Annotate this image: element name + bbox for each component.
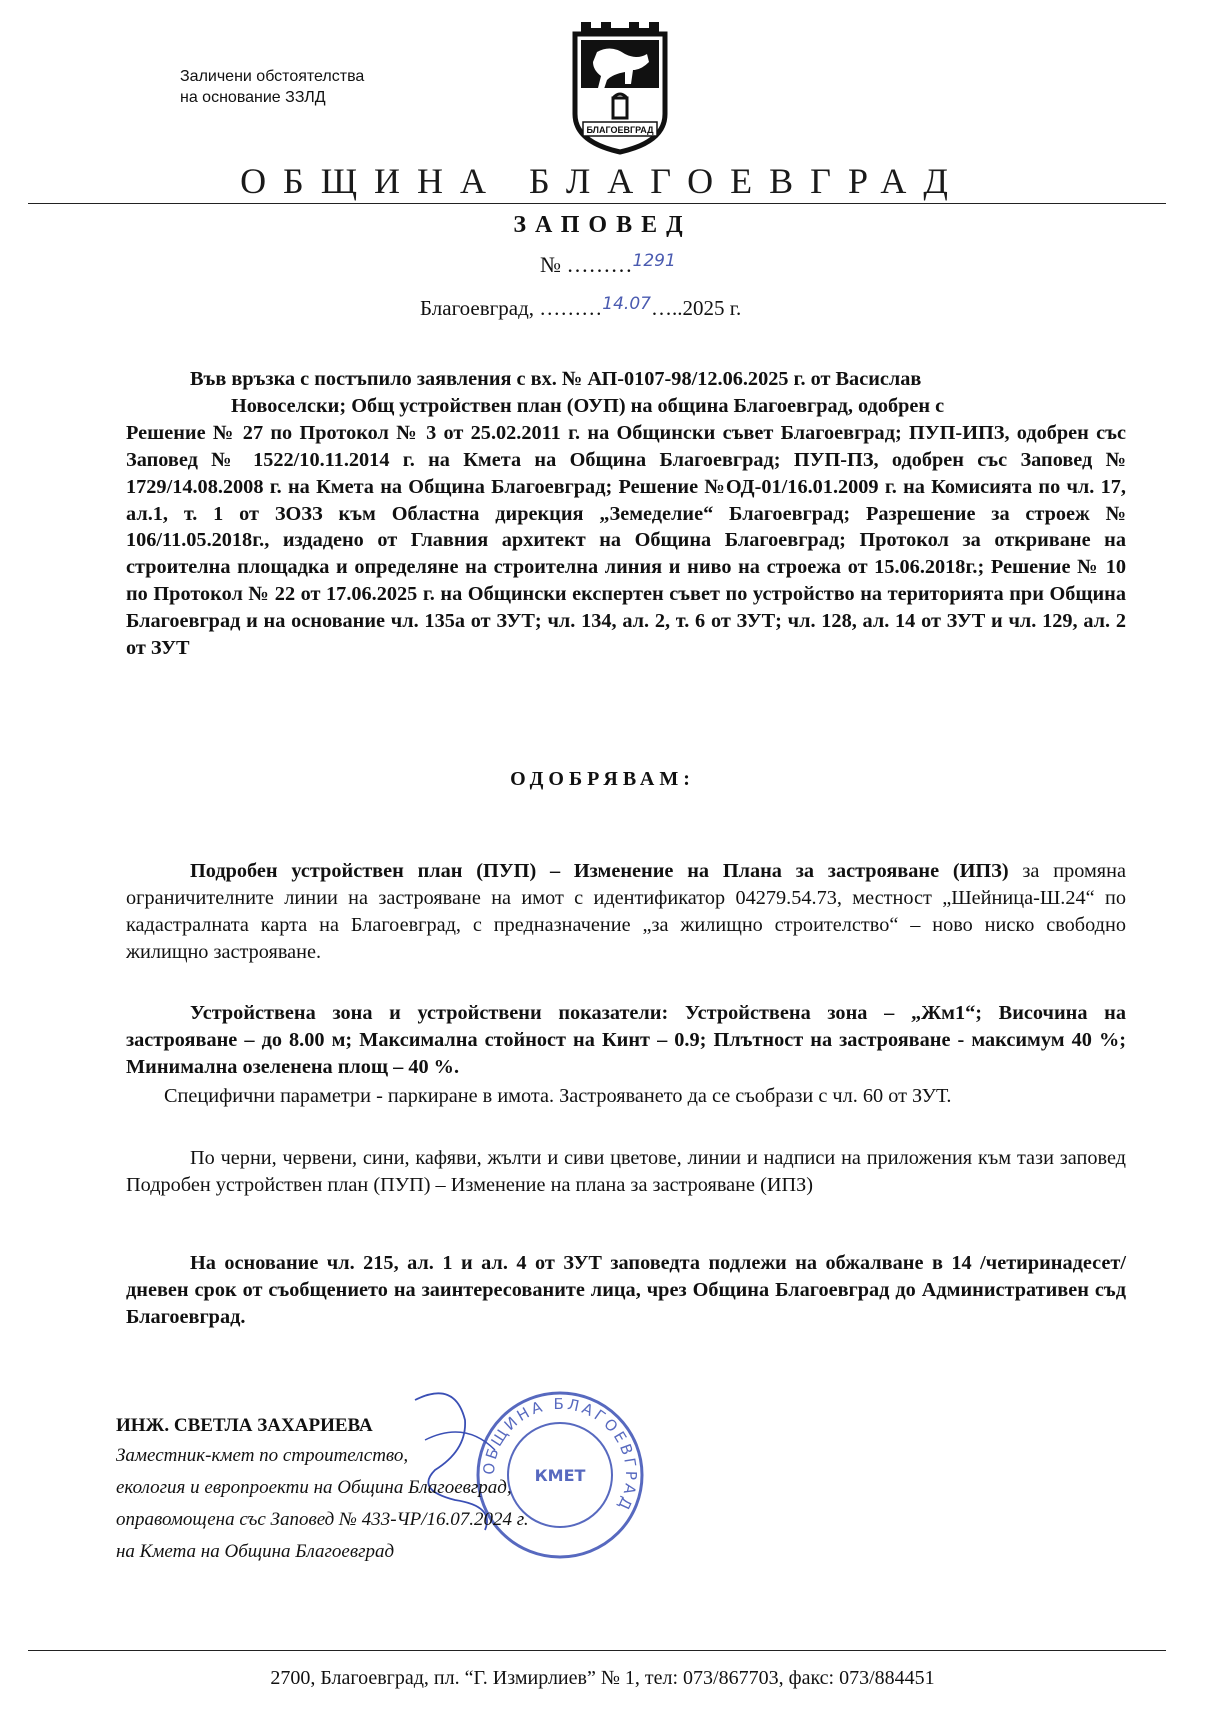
- order-title: ЗАПОВЕД: [513, 212, 692, 238]
- crest-label: БЛАГОЕВГРАД: [586, 125, 654, 135]
- approve-heading: ОДОБРЯВАМ:: [510, 768, 695, 790]
- footer-divider: [28, 1650, 1166, 1651]
- footer-address: 2700, Благоевград, пл. “Г. Измирлиев” № 1, тел: 073/867703, факс: 073/884451: [270, 1667, 935, 1689]
- stamp-center-text: КМЕТ: [534, 1466, 586, 1485]
- order-number: [540, 252, 676, 278]
- municipality-title: ОБЩИНА БЛАГОЕВГРАД: [240, 161, 965, 201]
- redaction-note-line2: на основание ЗЗЛД: [180, 89, 326, 106]
- appeal-paragraph: На основание чл. 215, ал. 1 и ал. 4 от ЗУТ заповедта подлежи на обжалване в 14 /четиринадесет/ дневен срок от съобщението на заинтересованите лица, чрез Община Благоевград до Административен съд Благоевград.: [126, 1252, 1126, 1328]
- order-date-prefix: Благоевград, ………: [420, 296, 603, 320]
- plan-normal-part: за промяна ограничителните линии на застрояване на имот с идентификатор 04279.54.73, местност „Шейница-Ш.24“ по кадастралната карта на Благоевград, с предназначение „за жилищно строителство“ – ново ниско свободно жилищно застрояване.: [126, 860, 1126, 963]
- colors-note: По черни, червени, сини, кафяви, жълти и сиви цветове, линии и надписи на приложения към тази заповед Подробен устройствен план (ПУП) – Изменение на плана за застрояване (ИПЗ): [126, 1147, 1126, 1196]
- order-number-prefix: № ………: [540, 252, 633, 277]
- coat-of-arms-icon: [567, 18, 673, 156]
- zone-paragraph: Устройствена зона и устройствени показатели: Устройствена зона – „Жм1“; Височина на застрояване – до 8.00 м; Максимална стойност на Кинт – 0.9; Плътност на застрояване - максимум 40 %; Минимална озеленена площ – 40 %.: [126, 1002, 1126, 1078]
- header-divider: [28, 203, 1166, 204]
- signatory-line4: на Кмета на Община Благоевград: [116, 1541, 395, 1562]
- preamble: [126, 366, 1126, 662]
- preamble-body: Решение № 27 по Протокол № 3 от 25.02.2011 г. на Общински съвет Благоевград; ПУП-ИПЗ, одобрен със Заповед № 1522/10.11.2014 г. на Кмета на Община Благоевград; ПУП-ПЗ, одобрен със Заповед № 1729/14.08.2008 г. на Кмета на Община Благоевград; Решение №ОД-01/16.01.2009 г. на Комисията по чл. 17, ал.1, т. 1 от ЗОЗЗ към Областна дирекция „Земеделие“ Благоевград; Разрешение за строеж № 106/11.05.2018г., издадено от Главния архитект на Община Благоевград; Протокол за откриване на строителна площадка и определяне на строителна линия и ниво на строежа от 15.06.2018г.; Решение № 10 по Протокол № 22 от 17.06.2025 г. на Общински експертен съвет по устройство на територията при Община Благоевград и на основание чл. 135а от ЗУТ; чл. 134, ал. 2, т. 6 от ЗУТ; чл. 128, ал. 14 от ЗУТ и чл. 129, ал. 2 от ЗУТ: [126, 421, 1126, 660]
- plan-paragraph: [126, 858, 1126, 966]
- specific-parameters: Специфични параметри - паркиране в имота. Застрояването да се съобрази с чл. 60 от ЗУТ.: [164, 1085, 952, 1107]
- redaction-note-line1: Заличени обстоятелства: [180, 68, 365, 85]
- signatory-name: ИНЖ. СВЕТЛА ЗАХАРИЕВА: [116, 1415, 373, 1436]
- redaction-note: [180, 66, 364, 108]
- order-date-suffix: …..2025 г.: [650, 296, 742, 320]
- stamp-ring-text: ОБЩИНА БЛАГОЕВГРАД: [479, 1394, 641, 1516]
- order-date-handwritten: 14.07: [602, 294, 651, 314]
- order-date: [420, 296, 741, 321]
- signatory-line3: оправомощена със Заповед № 433-ЧР/16.07.2024 г.: [116, 1509, 529, 1530]
- order-number-handwritten: 1291: [632, 251, 676, 271]
- signatory-line2: екология и европроекти на Община Благоевград,: [116, 1477, 512, 1498]
- preamble-second-line: Новоселски; Общ устройствен план (ОУП) на община Благоевград, одобрен с: [231, 394, 945, 417]
- plan-bold-part: Подробен устройствен план (ПУП) – Изменение на Плана за застрояване (ИПЗ): [190, 860, 1009, 882]
- signatory-line1: Заместник-кмет по строителство,: [116, 1445, 409, 1466]
- signatory-details: [116, 1440, 529, 1568]
- preamble-first-line: Във връзка с постъпило заявления с вх. № АП-0107-98/12.06.2025 г. от Васислав: [190, 368, 922, 390]
